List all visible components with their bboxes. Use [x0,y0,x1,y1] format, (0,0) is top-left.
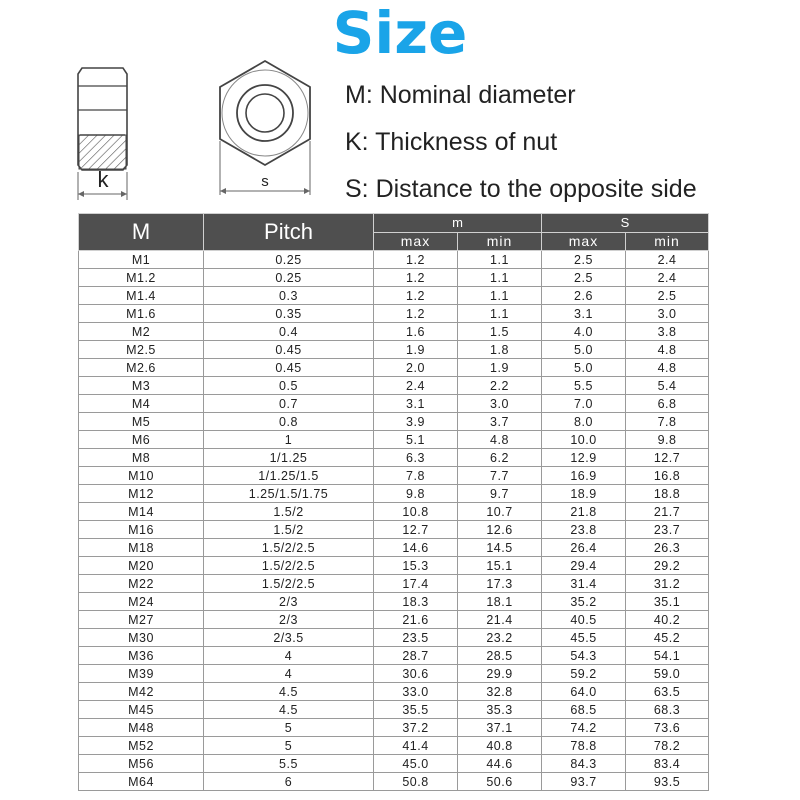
cell-m-min: 17.3 [458,575,542,593]
cell-s-max: 12.9 [542,449,626,467]
cell-s-max: 5.0 [542,359,626,377]
cell-m-max: 41.4 [374,737,458,755]
cell-s-min: 93.5 [626,773,709,791]
cell-size: M16 [79,521,204,539]
cell-size: M39 [79,665,204,683]
table-row [79,377,709,395]
cell-s-min: 73.6 [626,719,709,737]
cell-pitch: 2/3 [204,611,374,629]
cell-m-min: 1.8 [458,341,542,359]
cell-m-max: 12.7 [374,521,458,539]
table-row [79,449,709,467]
cell-size: M27 [79,611,204,629]
cell-s-min: 7.8 [626,413,709,431]
cell-size: M3 [79,377,204,395]
cell-pitch: 1/1.25/1.5 [204,467,374,485]
cell-pitch: 4.5 [204,701,374,719]
cell-m-max: 18.3 [374,593,458,611]
nut-size-table [78,213,709,791]
cell-m-max: 45.0 [374,755,458,773]
cell-s-max: 54.3 [542,647,626,665]
cell-size: M42 [79,683,204,701]
cell-m-max: 9.8 [374,485,458,503]
cell-size: M45 [79,701,204,719]
cell-s-min: 78.2 [626,737,709,755]
cell-m-max: 28.7 [374,647,458,665]
cell-size: M5 [79,413,204,431]
cell-pitch: 1.5/2/2.5 [204,539,374,557]
cell-m-min: 1.1 [458,269,542,287]
cell-pitch: 1.5/2/2.5 [204,575,374,593]
cell-pitch: 4.5 [204,683,374,701]
cell-m-max: 3.1 [374,395,458,413]
cell-s-max: 16.9 [542,467,626,485]
table-row [79,485,709,503]
cell-size: M20 [79,557,204,575]
legend [345,72,795,213]
cell-m-min: 2.2 [458,377,542,395]
cell-s-min: 26.3 [626,539,709,557]
cell-s-max: 59.2 [542,665,626,683]
table-row [79,467,709,485]
table-row [79,701,709,719]
table-row [79,341,709,359]
cell-pitch: 0.25 [204,251,374,269]
cell-s-min: 2.5 [626,287,709,305]
cell-m-min: 32.8 [458,683,542,701]
cell-m-min: 1.1 [458,251,542,269]
cell-size: M12 [79,485,204,503]
cell-s-max: 2.5 [542,251,626,269]
cell-pitch: 1 [204,431,374,449]
table-row [79,359,709,377]
cell-s-min: 9.8 [626,431,709,449]
cell-s-max: 64.0 [542,683,626,701]
table-row [79,431,709,449]
cell-s-min: 12.7 [626,449,709,467]
cell-s-min: 16.8 [626,467,709,485]
cell-s-max: 26.4 [542,539,626,557]
cell-m-max: 7.8 [374,467,458,485]
cell-size: M1.2 [79,269,204,287]
cell-m-max: 23.5 [374,629,458,647]
cell-m-min: 29.9 [458,665,542,683]
cell-pitch: 0.45 [204,341,374,359]
cell-s-max: 40.5 [542,611,626,629]
column-group-s: S [542,214,709,233]
cell-m-min: 6.2 [458,449,542,467]
column-group-m: m [374,214,542,233]
cell-size: M18 [79,539,204,557]
table-row [79,413,709,431]
cell-s-max: 78.8 [542,737,626,755]
cell-m-min: 44.6 [458,755,542,773]
cell-m-max: 17.4 [374,575,458,593]
cell-m-min: 14.5 [458,539,542,557]
cell-size: M8 [79,449,204,467]
cell-pitch: 2/3.5 [204,629,374,647]
table-row [79,575,709,593]
cell-s-min: 18.8 [626,485,709,503]
table-row [79,665,709,683]
cell-s-max: 84.3 [542,755,626,773]
table-row [79,251,709,269]
cell-m-min: 23.2 [458,629,542,647]
table-row [79,539,709,557]
column-header-m-min: min [458,232,542,251]
table-row [79,611,709,629]
cell-s-max: 93.7 [542,773,626,791]
cell-pitch: 5 [204,737,374,755]
cell-size: M6 [79,431,204,449]
cell-m-min: 3.0 [458,395,542,413]
cell-m-max: 14.6 [374,539,458,557]
cell-m-min: 50.6 [458,773,542,791]
cell-s-min: 3.8 [626,323,709,341]
cell-m-max: 1.2 [374,269,458,287]
cell-s-max: 3.1 [542,305,626,323]
cell-pitch: 1.5/2 [204,521,374,539]
cell-s-min: 40.2 [626,611,709,629]
cell-m-min: 10.7 [458,503,542,521]
thickness-label: k [97,167,109,192]
cell-size: M2 [79,323,204,341]
cell-pitch: 6 [204,773,374,791]
cell-m-max: 15.3 [374,557,458,575]
cell-s-min: 29.2 [626,557,709,575]
cell-pitch: 0.5 [204,377,374,395]
cell-m-max: 10.8 [374,503,458,521]
table-row [79,755,709,773]
cell-m-max: 21.6 [374,611,458,629]
cell-pitch: 1.5/2/2.5 [204,557,374,575]
cell-s-min: 21.7 [626,503,709,521]
cell-m-min: 1.5 [458,323,542,341]
cell-s-min: 63.5 [626,683,709,701]
cell-pitch: 2/3 [204,593,374,611]
table-row [79,773,709,791]
page-title: Size [332,0,468,67]
cell-m-min: 1.9 [458,359,542,377]
cell-s-min: 2.4 [626,269,709,287]
cell-s-max: 29.4 [542,557,626,575]
cell-s-max: 5.5 [542,377,626,395]
cell-size: M36 [79,647,204,665]
cell-m-max: 50.8 [374,773,458,791]
cell-s-max: 23.8 [542,521,626,539]
cell-m-max: 33.0 [374,683,458,701]
table-row [79,269,709,287]
column-header-s-max: max [542,232,626,251]
column-header-m: M [79,214,204,251]
cell-m-min: 1.1 [458,287,542,305]
cell-m-min: 15.1 [458,557,542,575]
cell-m-max: 1.2 [374,305,458,323]
table-row [79,557,709,575]
table-row [79,395,709,413]
cell-m-min: 3.7 [458,413,542,431]
cell-s-max: 68.5 [542,701,626,719]
cell-s-max: 8.0 [542,413,626,431]
cell-s-min: 2.4 [626,251,709,269]
cell-pitch: 5.5 [204,755,374,773]
cell-size: M2.6 [79,359,204,377]
table-body [79,251,709,791]
cell-m-max: 35.5 [374,701,458,719]
legend-thickness: K: Thickness of nut [345,128,558,156]
cell-pitch: 0.25 [204,269,374,287]
cell-s-max: 4.0 [542,323,626,341]
cell-pitch: 0.4 [204,323,374,341]
column-header-m-max: max [374,232,458,251]
cell-m-min: 35.3 [458,701,542,719]
cell-m-max: 2.4 [374,377,458,395]
cell-size: M52 [79,737,204,755]
table-row [79,503,709,521]
cell-m-min: 12.6 [458,521,542,539]
cell-s-max: 74.2 [542,719,626,737]
cell-m-max: 1.2 [374,287,458,305]
cell-size: M2.5 [79,341,204,359]
table-row [79,647,709,665]
cell-s-max: 2.5 [542,269,626,287]
cell-m-min: 18.1 [458,593,542,611]
cell-s-min: 23.7 [626,521,709,539]
table-row [79,521,709,539]
column-header-pitch: Pitch [204,214,374,251]
cell-s-max: 21.8 [542,503,626,521]
cell-pitch: 1.25/1.5/1.75 [204,485,374,503]
across-flats-label: s [261,173,269,190]
cell-s-min: 3.0 [626,305,709,323]
cell-m-min: 37.1 [458,719,542,737]
cell-size: M64 [79,773,204,791]
cell-pitch: 0.8 [204,413,374,431]
cell-s-min: 35.1 [626,593,709,611]
cell-m-max: 6.3 [374,449,458,467]
column-header-s-min: min [626,232,709,251]
table-row [79,629,709,647]
cell-s-min: 59.0 [626,665,709,683]
table-row [79,593,709,611]
cell-s-min: 4.8 [626,341,709,359]
nut-front-view-drawing [205,55,325,200]
cell-s-min: 45.2 [626,629,709,647]
cell-s-max: 45.5 [542,629,626,647]
cell-s-min: 54.1 [626,647,709,665]
cell-s-max: 2.6 [542,287,626,305]
cell-size: M22 [79,575,204,593]
cell-s-min: 83.4 [626,755,709,773]
nut-side-view-drawing [70,60,140,200]
cell-m-max: 1.6 [374,323,458,341]
cell-m-min: 40.8 [458,737,542,755]
cell-size: M1.6 [79,305,204,323]
cell-size: M30 [79,629,204,647]
cell-s-max: 5.0 [542,341,626,359]
cell-m-min: 1.1 [458,305,542,323]
cell-m-max: 1.9 [374,341,458,359]
cell-m-max: 2.0 [374,359,458,377]
cell-pitch: 1.5/2 [204,503,374,521]
cell-s-max: 18.9 [542,485,626,503]
cell-pitch: 1/1.25 [204,449,374,467]
cell-pitch: 0.7 [204,395,374,413]
cell-size: M24 [79,593,204,611]
cell-s-max: 7.0 [542,395,626,413]
cell-pitch: 4 [204,647,374,665]
cell-pitch: 0.45 [204,359,374,377]
cell-m-max: 3.9 [374,413,458,431]
table-row [79,737,709,755]
cell-s-min: 4.8 [626,359,709,377]
cell-m-max: 1.2 [374,251,458,269]
cell-s-max: 10.0 [542,431,626,449]
cell-s-min: 31.2 [626,575,709,593]
cell-size: M56 [79,755,204,773]
cell-pitch: 5 [204,719,374,737]
cell-m-max: 30.6 [374,665,458,683]
table-row [79,719,709,737]
cell-m-min: 21.4 [458,611,542,629]
cell-size: M48 [79,719,204,737]
cell-s-min: 5.4 [626,377,709,395]
cell-s-max: 31.4 [542,575,626,593]
cell-s-max: 35.2 [542,593,626,611]
cell-m-min: 28.5 [458,647,542,665]
cell-s-min: 6.8 [626,395,709,413]
cell-m-min: 9.7 [458,485,542,503]
cell-m-min: 4.8 [458,431,542,449]
table-row [79,323,709,341]
cell-size: M1.4 [79,287,204,305]
legend-opposite-side: S: Distance to the opposite side [345,175,697,203]
table-row [79,287,709,305]
table-row [79,305,709,323]
cell-size: M4 [79,395,204,413]
cell-size: M10 [79,467,204,485]
cell-m-max: 37.2 [374,719,458,737]
cell-pitch: 0.35 [204,305,374,323]
cell-size: M14 [79,503,204,521]
legend-nominal-diameter: M: Nominal diameter [345,81,576,109]
cell-m-min: 7.7 [458,467,542,485]
cell-pitch: 0.3 [204,287,374,305]
cell-m-max: 5.1 [374,431,458,449]
table-row [79,683,709,701]
cell-pitch: 4 [204,665,374,683]
cell-s-min: 68.3 [626,701,709,719]
cell-size: M1 [79,251,204,269]
